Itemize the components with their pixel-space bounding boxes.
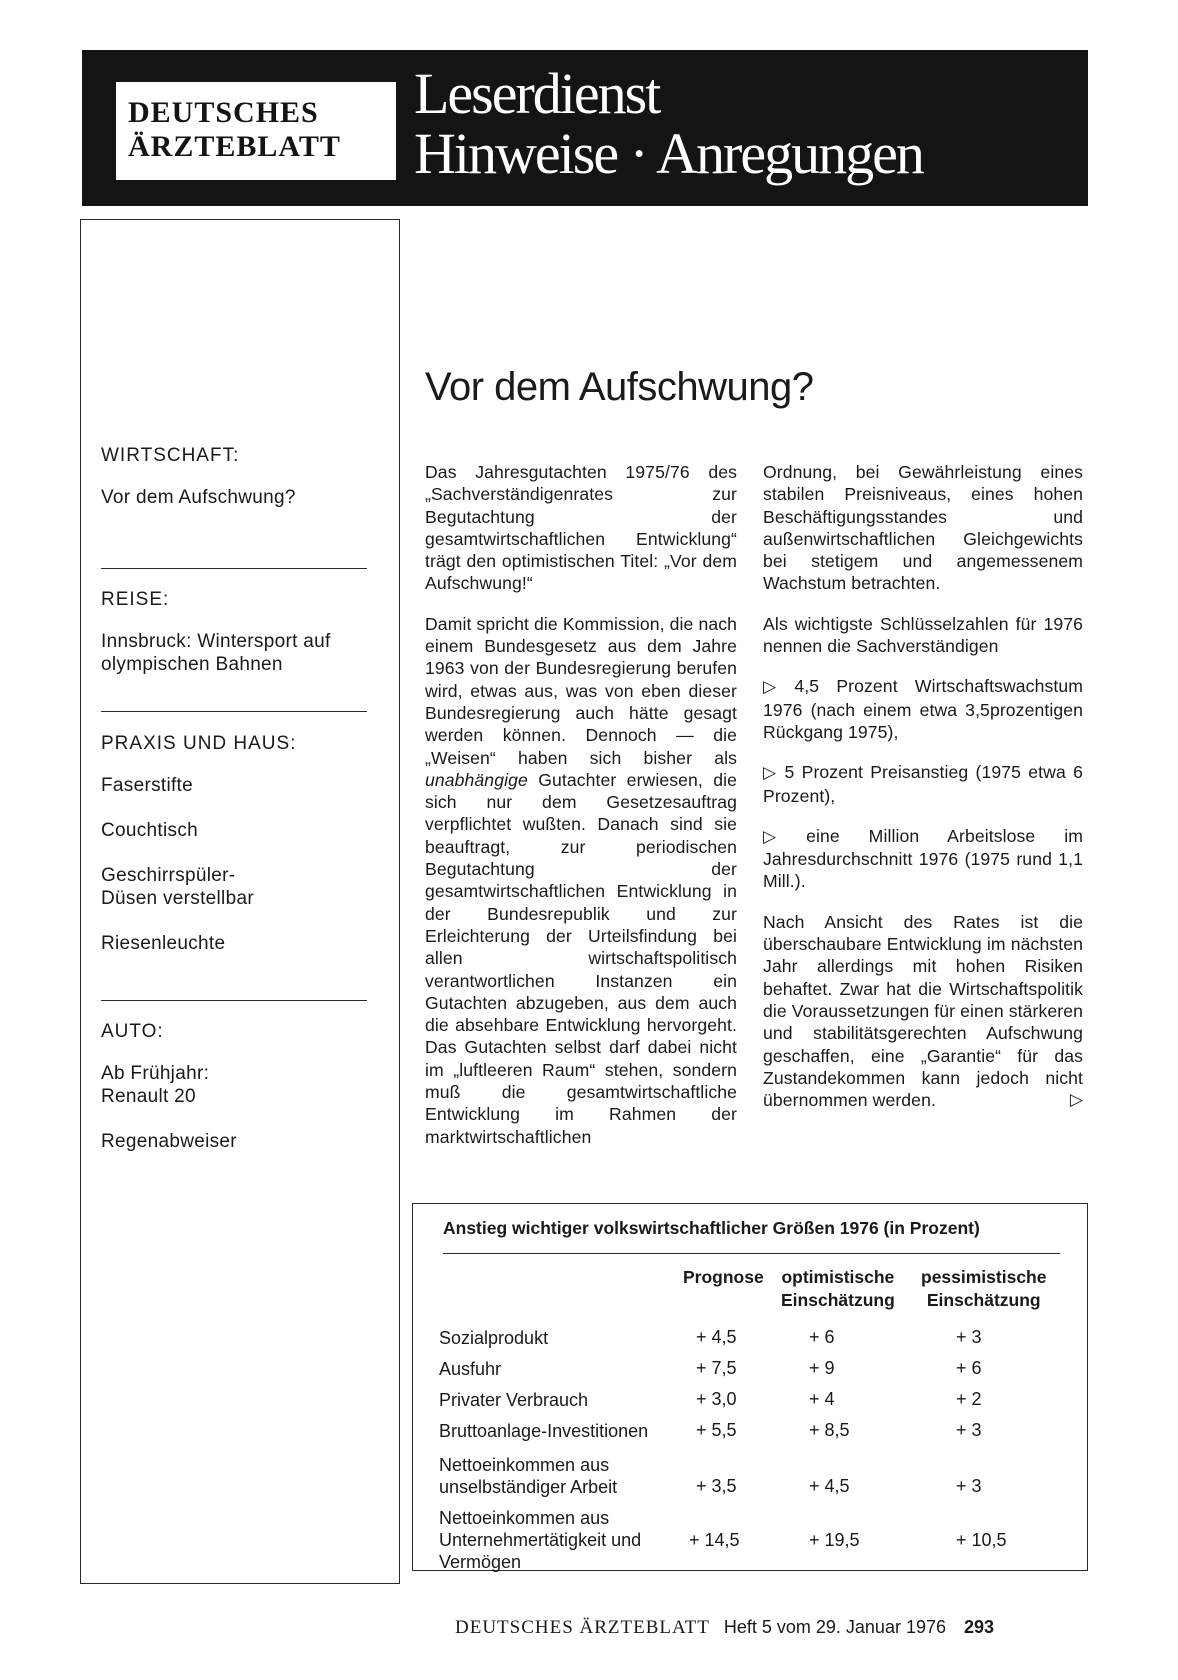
table-cell-optimistic: + 8,5 — [809, 1420, 850, 1440]
column-header-text: Prognose — [683, 1267, 764, 1287]
contents-heading: REISE: — [101, 589, 170, 610]
table-cell-pessimistic: + 2 — [956, 1389, 982, 1409]
table-cell-prognose: + 3,0 — [696, 1389, 737, 1409]
bullet-text: 5 Prozent Preisanstieg (1975 etwa 6 Prozent), — [763, 762, 1083, 806]
contents-section-auto — [101, 1020, 371, 1175]
logo-line-1: DEUTSCHES — [128, 96, 319, 129]
text-run: Damit spricht die Kommission, die nach einem Bundesgesetz aus dem Jahre 1963 von der Bundesregierung berufen wird, etwas aus, was von eben dieser Bundesregierung auch hätte gesagt werden können. Dennoch — die „Weisen“ haben sich bisher als — [425, 613, 737, 768]
table-rule — [443, 1253, 1060, 1254]
contents-heading: PRAXIS UND HAUS: — [101, 733, 297, 754]
contents-item: Faserstifte — [101, 775, 193, 796]
column-header-text: optimistische — [781, 1267, 895, 1287]
table-row-label: Ausfuhr — [439, 1359, 502, 1379]
triangle-bullet-icon: ▷ — [763, 826, 801, 846]
publication-logo — [116, 82, 396, 180]
article-column-1 — [425, 461, 737, 1166]
divider — [101, 711, 367, 712]
contents-section-praxis — [101, 732, 371, 977]
contents-item: Geschirrspüler-Düsen verstellbar — [101, 865, 254, 909]
section-title-line-2: Hinweise · Anregungen — [414, 121, 923, 186]
footer-publication: DEUTSCHES ÄRZTEBLATT — [455, 1617, 710, 1638]
masthead — [82, 50, 1088, 206]
column-header-text: Einschätzung — [926, 1290, 1041, 1310]
key-figure-bullet — [763, 761, 1083, 807]
section-title — [414, 61, 923, 186]
key-figure-bullet — [763, 825, 1083, 893]
table-cell-optimistic: + 4,5 — [809, 1476, 850, 1496]
statistics-table — [412, 1203, 1088, 1571]
table-row-label: Sozialprodukt — [439, 1328, 549, 1348]
section-title-line-1: Leserdienst — [414, 61, 660, 126]
table-row-label: Privater Verbrauch — [439, 1390, 589, 1410]
contents-item: Innsbruck: Wintersport auf olympischen Bahnen — [101, 631, 331, 675]
paragraph: Das Jahresgutachten 1975/76 des „Sachverständigenrates zur Begutachtung der gesamtwirtschaftlichen Entwicklung“ trägt den optimistischen Titel: „Vor dem Aufschwung!“ — [425, 462, 737, 594]
table-cell-prognose: + 14,5 — [689, 1530, 740, 1550]
table-cell-prognose: + 7,5 — [696, 1358, 737, 1378]
divider — [101, 568, 367, 569]
column-header-pessimistic — [921, 1266, 1046, 1312]
table-cell-pessimistic: + 3 — [956, 1476, 982, 1496]
contents-section-reise — [101, 588, 371, 698]
contents-item: Vor dem Aufschwung? — [101, 487, 296, 508]
table-cell-prognose: + 4,5 — [696, 1327, 737, 1347]
table-title: Anstieg wichtiger volkswirtschaftlicher Größen 1976 (in Prozent) — [443, 1218, 980, 1238]
contents-item: Ab Frühjahr: Renault 20 — [101, 1063, 210, 1107]
paragraph: Ordnung, bei Gewährleistung eines stabilen Preisniveaus, eines hohen Beschäftigungsstandes und außenwirtschaftlichen Gleichgewichts bei stetigem und angemessenem Wachstum betrachten. — [763, 462, 1083, 594]
table-cell-prognose: + 3,5 — [696, 1476, 737, 1496]
table-cell-pessimistic: + 3 — [956, 1327, 982, 1347]
table-row-label: Bruttoanlage-Investitionen — [439, 1421, 649, 1441]
contents-item: Regenabweiser — [101, 1131, 237, 1152]
triangle-bullet-icon: ▷ — [763, 763, 779, 783]
table-cell-optimistic: + 9 — [809, 1358, 835, 1378]
table-cell-pessimistic: + 6 — [956, 1358, 982, 1378]
contents-item: Couchtisch — [101, 820, 198, 841]
article-headline: Vor dem Aufschwung? — [425, 365, 814, 409]
paragraph — [425, 613, 737, 1148]
page-footer — [455, 1617, 994, 1639]
emphasized-text: unabhängige — [425, 769, 528, 790]
article-column-2 — [763, 461, 1083, 1129]
text-run: Nach Ansicht des Rates ist die überschaubare Entwicklung im nächsten Jahr allerdings mit hohen Risiken behaftet. Zwar hat die Wirtschaftspolitik die Voraussetzungen für einen stärkeren und stabilitätsgerechten Aufschwung geschaffen, eine „Garantie“ für das Zustandekommen kann jedoch nicht übernommen werden. — [763, 911, 1083, 1111]
key-figure-bullet — [763, 675, 1083, 743]
column-header-text: Einschätzung — [781, 1290, 895, 1310]
continued-arrow-icon: ▷ — [1069, 1090, 1083, 1110]
table-cell-pessimistic: + 3 — [956, 1420, 982, 1440]
column-header-prognose — [683, 1266, 764, 1289]
logo-line-2: ÄRZTEBLATT — [128, 130, 341, 163]
contents-heading: WIRTSCHAFT: — [101, 445, 240, 466]
triangle-bullet-icon: ▷ — [763, 677, 789, 697]
bullet-text: 4,5 Prozent Wirtschaftswachstum 1976 (nach einem etwa 3,5prozentigen Rückgang 1975), — [763, 676, 1083, 742]
contents-heading: AUTO: — [101, 1021, 164, 1042]
table-cell-optimistic: + 19,5 — [809, 1530, 860, 1550]
contents-item: Riesenleuchte — [101, 933, 226, 954]
column-header-optimistic — [781, 1266, 895, 1312]
table-cell-optimistic: + 6 — [809, 1327, 835, 1347]
bullet-text: eine Million Arbeitslose im Jahresdurchschnitt 1976 (1975 rund 1,1 Mill.). — [763, 825, 1083, 892]
table-row-label: Nettoeinkommen aus unselbständiger Arbeit — [439, 1455, 618, 1497]
page-number: 293 — [964, 1617, 995, 1637]
table-cell-optimistic: + 4 — [809, 1389, 835, 1409]
paragraph — [763, 911, 1083, 1112]
column-header-text: pessimistische — [921, 1267, 1047, 1287]
footer-issue: Heft 5 vom 29. Januar 1976 — [723, 1617, 946, 1637]
paragraph: Als wichtigste Schlüsselzahlen für 1976 nennen die Sachverständigen — [763, 613, 1083, 657]
contents-section-wirtschaft — [101, 444, 371, 531]
contents-sidebar — [80, 219, 400, 1584]
text-run: Gutachter erwiesen, die sich nur dem Gesetzesauftrag verpflichtet wußten. Danach sind sie beauftragt, zur periodischen Begutachtung der gesamtwirtschaftlichen Entwicklung in der Bundesrepublik und zur Erleichterung der Urteilsfindung bei allen wirtschaftspolitisch verantwortlichen Instanzen ein Gutachten abzugeben, aus dem auch die absehbare Entwicklung hervorgeht. Das Gutachten selbst darf dabei nicht im „luftleeren Raum“ stehen, sondern muß die gesamtwirtschaftliche Entwicklung im Rahmen der marktwirtschaftlichen — [425, 769, 737, 1147]
table-row-label: Nettoeinkommen aus Unternehmertätigkeit und Vermögen — [439, 1508, 642, 1572]
table-cell-prognose: + 5,5 — [696, 1420, 737, 1440]
table-cell-pessimistic: + 10,5 — [956, 1530, 1007, 1550]
divider — [101, 1000, 367, 1001]
